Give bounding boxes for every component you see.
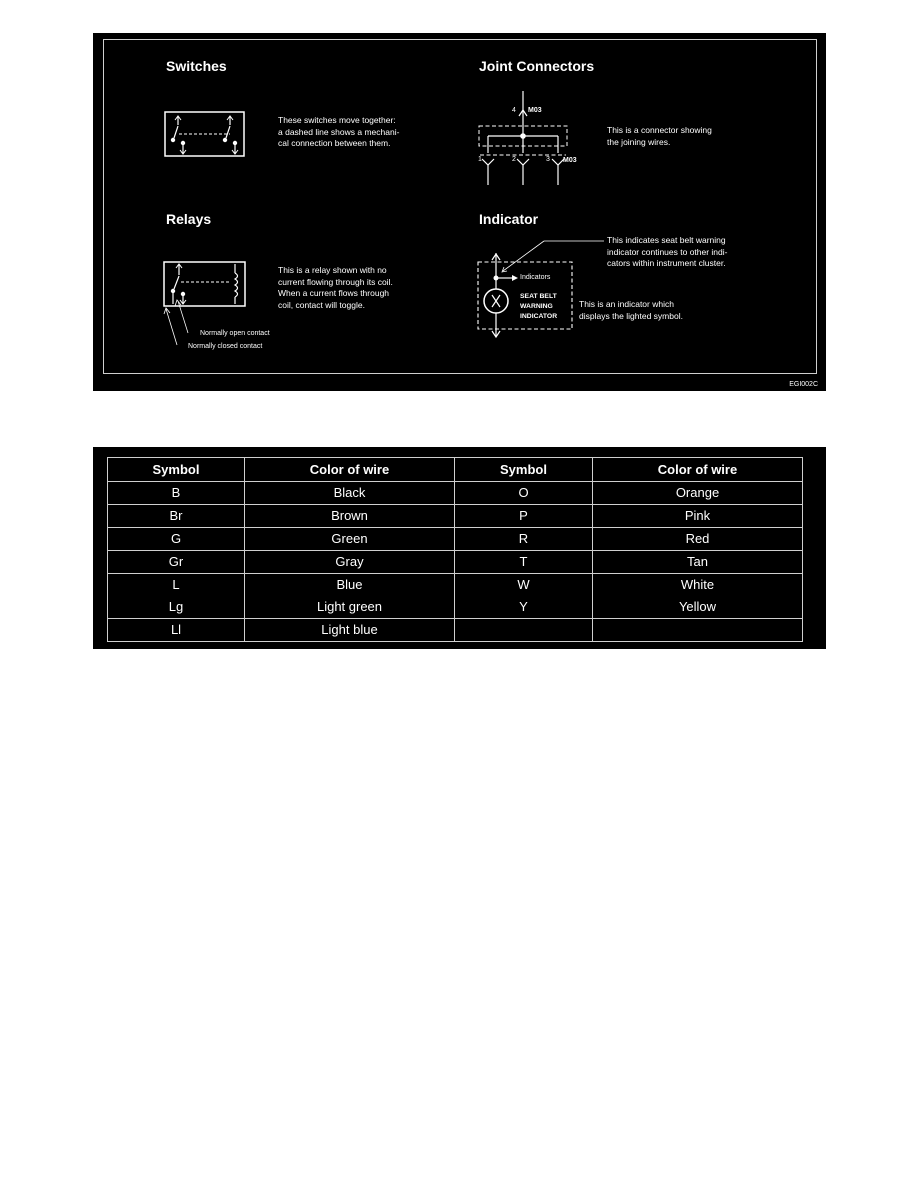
- indicator-desc-line: cators within instrument cluster.: [607, 258, 726, 268]
- table-cell: R: [455, 528, 593, 551]
- table-row: [108, 596, 803, 619]
- table-cell: Tan: [593, 551, 803, 574]
- joint-description: [607, 125, 712, 148]
- indicator-inner-label: Indicators: [520, 274, 551, 281]
- table-row: [108, 619, 803, 642]
- figure-code: EGI002C: [789, 381, 818, 388]
- switches-title: Switches: [166, 58, 227, 74]
- table-cell: O: [455, 482, 593, 505]
- table-row: [108, 574, 803, 597]
- lamp-label-line: INDICATOR: [520, 313, 558, 320]
- indicator-symbol: [476, 233, 606, 343]
- table-header-row: [108, 458, 803, 482]
- table-cell: [593, 619, 803, 642]
- relays-desc-line: current flowing through its coil.: [278, 276, 393, 287]
- joint-desc-line: the joining wires.: [607, 136, 671, 147]
- joint-tag-bottom: M03: [563, 157, 577, 164]
- switches-desc-line: These switches move together:: [278, 115, 396, 125]
- lamp-label-line: WARNING: [520, 303, 553, 310]
- switches-desc-line: cal connection between them.: [278, 138, 391, 148]
- table-cell: Blue: [245, 574, 455, 597]
- table-cell: Black: [245, 482, 455, 505]
- table-cell: P: [455, 505, 593, 528]
- lamp-label-line: SEAT BELT: [520, 293, 557, 300]
- relays-title: Relays: [166, 211, 212, 227]
- symbol-legend-panel: [93, 33, 826, 391]
- table-cell: Gray: [245, 551, 455, 574]
- table-cell: Red: [593, 528, 803, 551]
- table-cell: L: [108, 574, 245, 597]
- table-cell: Ll: [108, 619, 245, 642]
- table-cell: Light green: [245, 596, 455, 619]
- table-cell: Y: [455, 596, 593, 619]
- table-cell: [455, 619, 593, 642]
- header-symbol: Symbol: [108, 458, 245, 482]
- joint-connectors-title: Joint Connectors: [479, 58, 595, 74]
- table-cell: T: [455, 551, 593, 574]
- indicator-title: Indicator: [479, 211, 539, 227]
- table-cell: Green: [245, 528, 455, 551]
- table-cell: Brown: [245, 505, 455, 528]
- joint-connector-symbol: [476, 91, 571, 187]
- normally-open-label: Normally open contact: [200, 330, 270, 337]
- indicator-desc-line: This indicates seat belt warning: [607, 235, 726, 245]
- table-cell: Pink: [593, 505, 803, 528]
- table-cell: Orange: [593, 482, 803, 505]
- wire-color-panel: [93, 447, 826, 649]
- table-row: [108, 482, 803, 505]
- table-cell: B: [108, 482, 245, 505]
- joint-pin-3: 3: [546, 156, 550, 163]
- indicator-side-line: This is an indicator which: [579, 299, 674, 309]
- relays-desc-line: This is a relay shown with no: [278, 265, 387, 275]
- table-cell: Light blue: [245, 619, 455, 642]
- table-cell: G: [108, 528, 245, 551]
- joint-pin-1: 1: [478, 156, 482, 163]
- wire-color-table: [107, 457, 803, 642]
- joint-tag-top: M03: [528, 107, 542, 114]
- header-symbol: Symbol: [455, 458, 593, 482]
- table-cell: White: [593, 574, 803, 597]
- header-color: Color of wire: [593, 458, 803, 482]
- switches-description: [278, 115, 399, 150]
- indicator-desc-line: indicator continues to other indi-: [607, 246, 728, 257]
- relays-description: [278, 265, 393, 311]
- indicator-side-line: displays the lighted symbol.: [579, 310, 683, 321]
- table-cell: Br: [108, 505, 245, 528]
- normally-closed-label: Normally closed contact: [188, 343, 263, 350]
- table-cell: Gr: [108, 551, 245, 574]
- table-cell: Lg: [108, 596, 245, 619]
- table-row: [108, 528, 803, 551]
- indicator-description-top: [607, 235, 728, 270]
- header-color: Color of wire: [245, 458, 455, 482]
- table-cell: W: [455, 574, 593, 597]
- seat-belt-lamp-label: [520, 292, 557, 322]
- table-row: [108, 551, 803, 574]
- table-row: [108, 505, 803, 528]
- joint-pin-top: 4: [512, 107, 516, 114]
- joint-pin-2: 2: [512, 156, 516, 163]
- relays-desc-line: coil, contact will toggle.: [278, 299, 365, 310]
- indicator-description-side: [579, 299, 683, 322]
- switches-symbol: [164, 111, 246, 159]
- table-cell: Yellow: [593, 596, 803, 619]
- relays-desc-line: When a current flows through: [278, 288, 390, 298]
- joint-desc-line: This is a connector showing: [607, 125, 712, 135]
- switches-desc-line: a dashed line shows a mechani-: [278, 126, 400, 137]
